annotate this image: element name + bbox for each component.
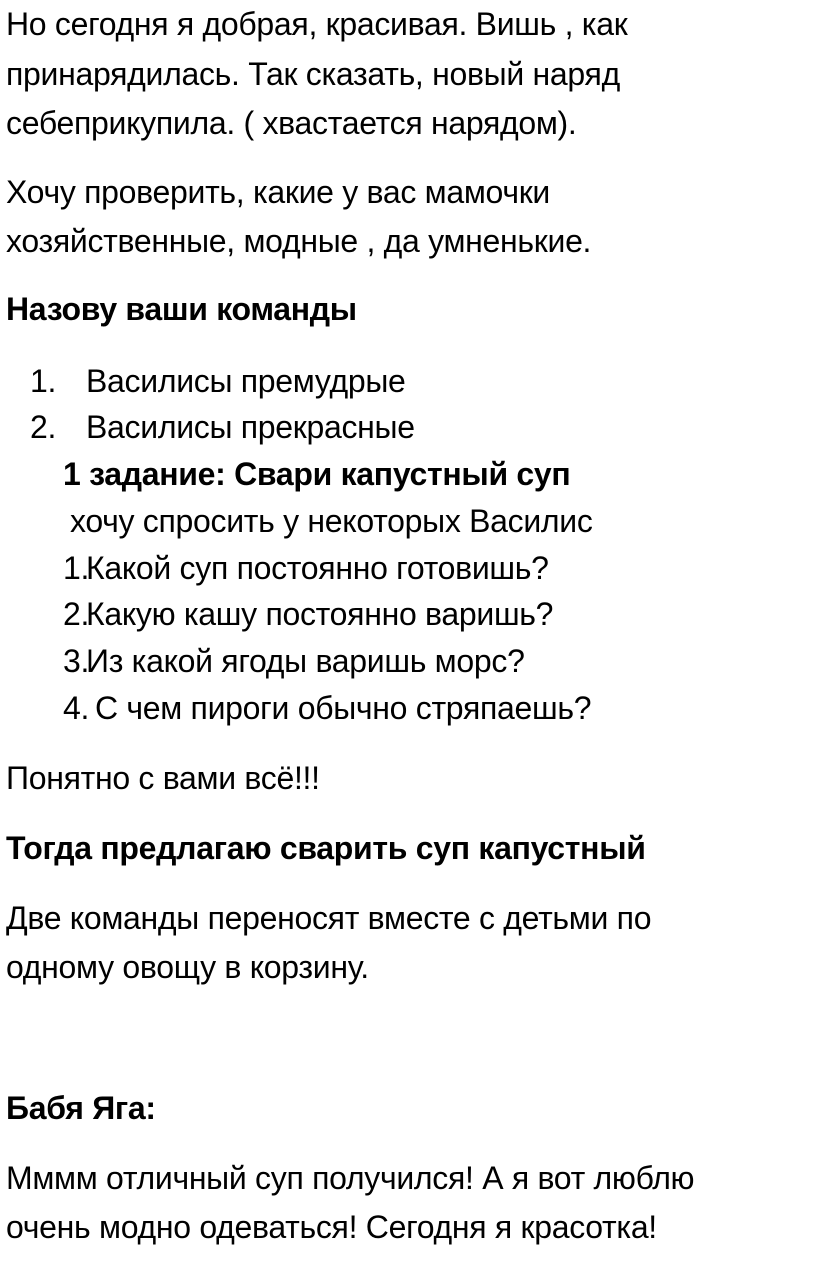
paragraph-line: Но сегодня я добрая, красивая. Вишь , как	[6, 6, 628, 42]
list-item	[30, 407, 415, 447]
list-item	[63, 594, 553, 634]
paragraph-line: принарядилась. Так сказать, новый наряд	[6, 56, 620, 92]
list-item	[63, 688, 591, 728]
list-number: 1.	[63, 550, 90, 586]
task-heading: 1 задание: Свари капустный суп	[63, 456, 571, 492]
paragraph-line: очень модно одеваться! Сегодня я красотка!	[6, 1209, 657, 1245]
teams-heading: Назову ваши команды	[6, 291, 357, 327]
list-number: 2.	[63, 596, 90, 632]
list-text: Из какой ягоды варишь морс?	[86, 643, 525, 679]
paragraph-line: одному овощу в корзину.	[6, 949, 369, 985]
list-text: Василисы премудрые	[86, 363, 406, 399]
list-number: 1.	[30, 363, 57, 399]
paragraph-line: Две команды переносят вместе с детьми по	[6, 900, 652, 936]
ask-intro: хочу спросить у некоторых Василис	[70, 503, 593, 539]
list-number: 3.	[63, 643, 90, 679]
list-text: Какой суп постоянно готовишь?	[86, 550, 549, 586]
list-text: С чем пироги обычно стряпаешь?	[95, 690, 592, 726]
list-text: Василисы прекрасные	[86, 409, 415, 445]
list-item	[30, 361, 406, 401]
list-number: 2.	[30, 409, 57, 445]
list-number: 4.	[63, 690, 90, 726]
list-text: Какую кашу постоянно варишь?	[86, 596, 554, 632]
paragraph-line: Хочу проверить, какие у вас мамочки	[6, 174, 551, 210]
paragraph-line: Мммм отличный суп получился! А я вот люблю	[6, 1160, 695, 1196]
speaker-heading: Бабя Яга:	[6, 1090, 156, 1126]
paragraph-line: себеприкупила. ( хвастается нарядом).	[6, 105, 577, 141]
paragraph-line: хозяйственные, модные , да умненькие.	[6, 223, 592, 259]
list-item	[63, 641, 525, 681]
list-item	[63, 548, 549, 588]
offer-heading: Тогда предлагаю сварить суп капустный	[6, 830, 646, 866]
understood-line: Понятно с вами всё!!!	[6, 760, 320, 796]
